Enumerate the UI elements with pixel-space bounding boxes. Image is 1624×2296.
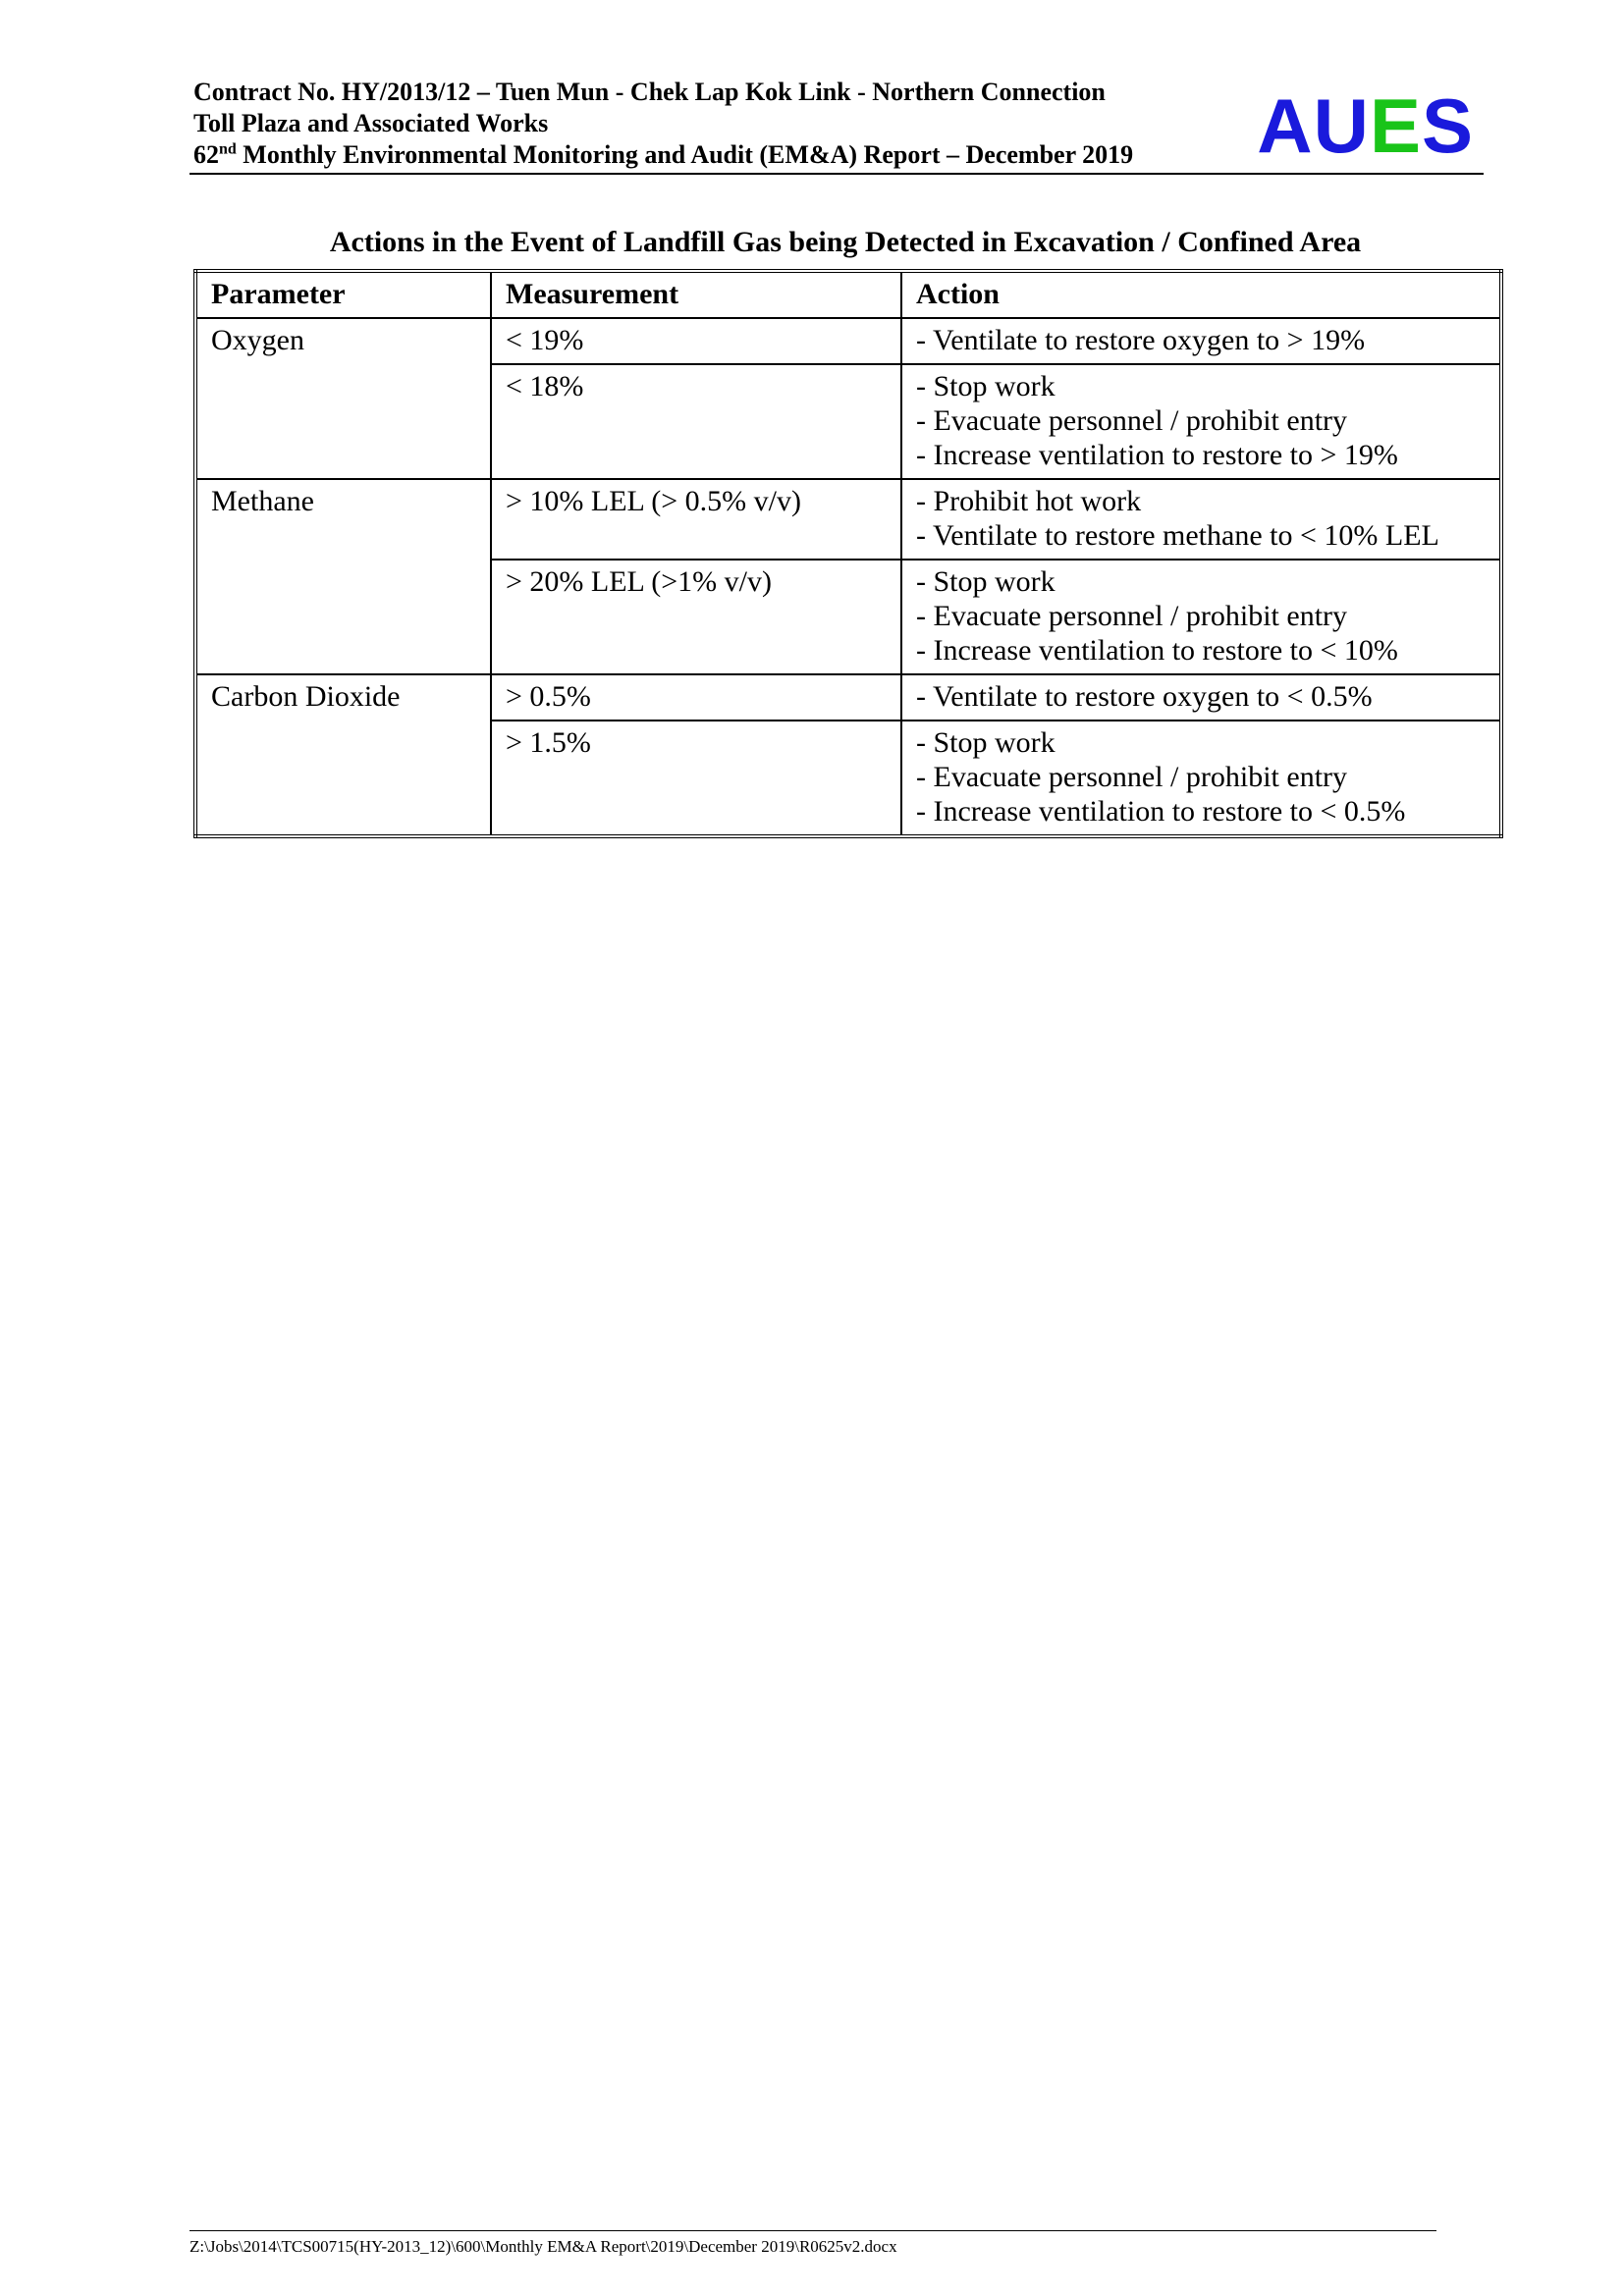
measurement-cell: > 0.5%: [491, 674, 901, 721]
action-line: - Stop work: [916, 726, 1056, 759]
action-cell: [901, 318, 1501, 364]
report-number: 62: [193, 140, 219, 169]
table-header-row: [195, 271, 1501, 318]
table-title: Actions in the Event of Landfill Gas being Detected in Excavation / Confined Area: [329, 226, 1362, 258]
footer-file-path: Z:\Jobs\2014\TCS00715(HY-2013_12)\600\Monthly EM&A Report\2019\December 2019\R0625v2.docx: [189, 2230, 1436, 2257]
table-body: [195, 318, 1501, 836]
logo-letter-e: E: [1369, 82, 1422, 169]
table-row: [195, 479, 1501, 560]
report-number-suffix: nd: [219, 140, 237, 158]
header-action: Action: [901, 271, 1501, 318]
table-row: [195, 318, 1501, 364]
report-title: Monthly Environmental Monitoring and Audit (EM&A) Report – December 2019: [236, 140, 1134, 169]
action-line: - Ventilate to restore methane to < 10% LEL: [916, 519, 1439, 552]
action-line: - Evacuate personnel / prohibit entry: [916, 600, 1348, 632]
measurement-cell: < 18%: [491, 364, 901, 479]
parameter-cell: Oxygen: [195, 318, 491, 479]
logo-letter-s: S: [1421, 82, 1474, 169]
action-line: - Evacuate personnel / prohibit entry: [916, 761, 1348, 793]
header-measurement: Measurement: [491, 271, 901, 318]
measurement-cell: > 20% LEL (>1% v/v): [491, 560, 901, 674]
measurement-cell: > 1.5%: [491, 721, 901, 836]
action-cell: [901, 479, 1501, 560]
action-line: - Increase ventilation to restore to > 19%: [916, 439, 1398, 471]
logo-letter-a: A: [1257, 82, 1314, 169]
action-line: - Increase ventilation to restore to < 10%: [916, 634, 1398, 667]
header-text: [193, 77, 1133, 171]
action-line: - Evacuate personnel / prohibit entry: [916, 404, 1348, 437]
action-line: - Stop work: [916, 370, 1056, 402]
header-parameter: Parameter: [195, 271, 491, 318]
action-line: - Ventilate to restore oxygen to > 19%: [916, 324, 1366, 356]
landfill-gas-actions-table: [193, 269, 1503, 838]
table-row: [195, 674, 1501, 721]
header-line-contract: Contract No. HY/2013/12 – Tuen Mun - Chek Lap Kok Link - Northern Connection: [193, 78, 1106, 106]
action-cell: [901, 364, 1501, 479]
measurement-cell: < 19%: [491, 318, 901, 364]
logo-letter-u: U: [1313, 82, 1370, 169]
action-cell: [901, 721, 1501, 836]
action-cell: [901, 560, 1501, 674]
header-line-works: Toll Plaza and Associated Works: [193, 109, 549, 137]
parameter-cell: Methane: [195, 479, 491, 674]
measurement-cell: > 10% LEL (> 0.5% v/v): [491, 479, 901, 560]
action-line: - Increase ventilation to restore to < 0.5%: [916, 795, 1406, 828]
aues-logo: [1257, 82, 1474, 169]
action-cell: [901, 674, 1501, 721]
page-header: [189, 77, 1484, 175]
action-line: - Stop work: [916, 565, 1056, 598]
header-line-report: [193, 139, 1133, 171]
action-line: - Ventilate to restore oxygen to < 0.5%: [916, 680, 1373, 713]
parameter-cell: Carbon Dioxide: [195, 674, 491, 836]
action-line: - Prohibit hot work: [916, 485, 1142, 517]
